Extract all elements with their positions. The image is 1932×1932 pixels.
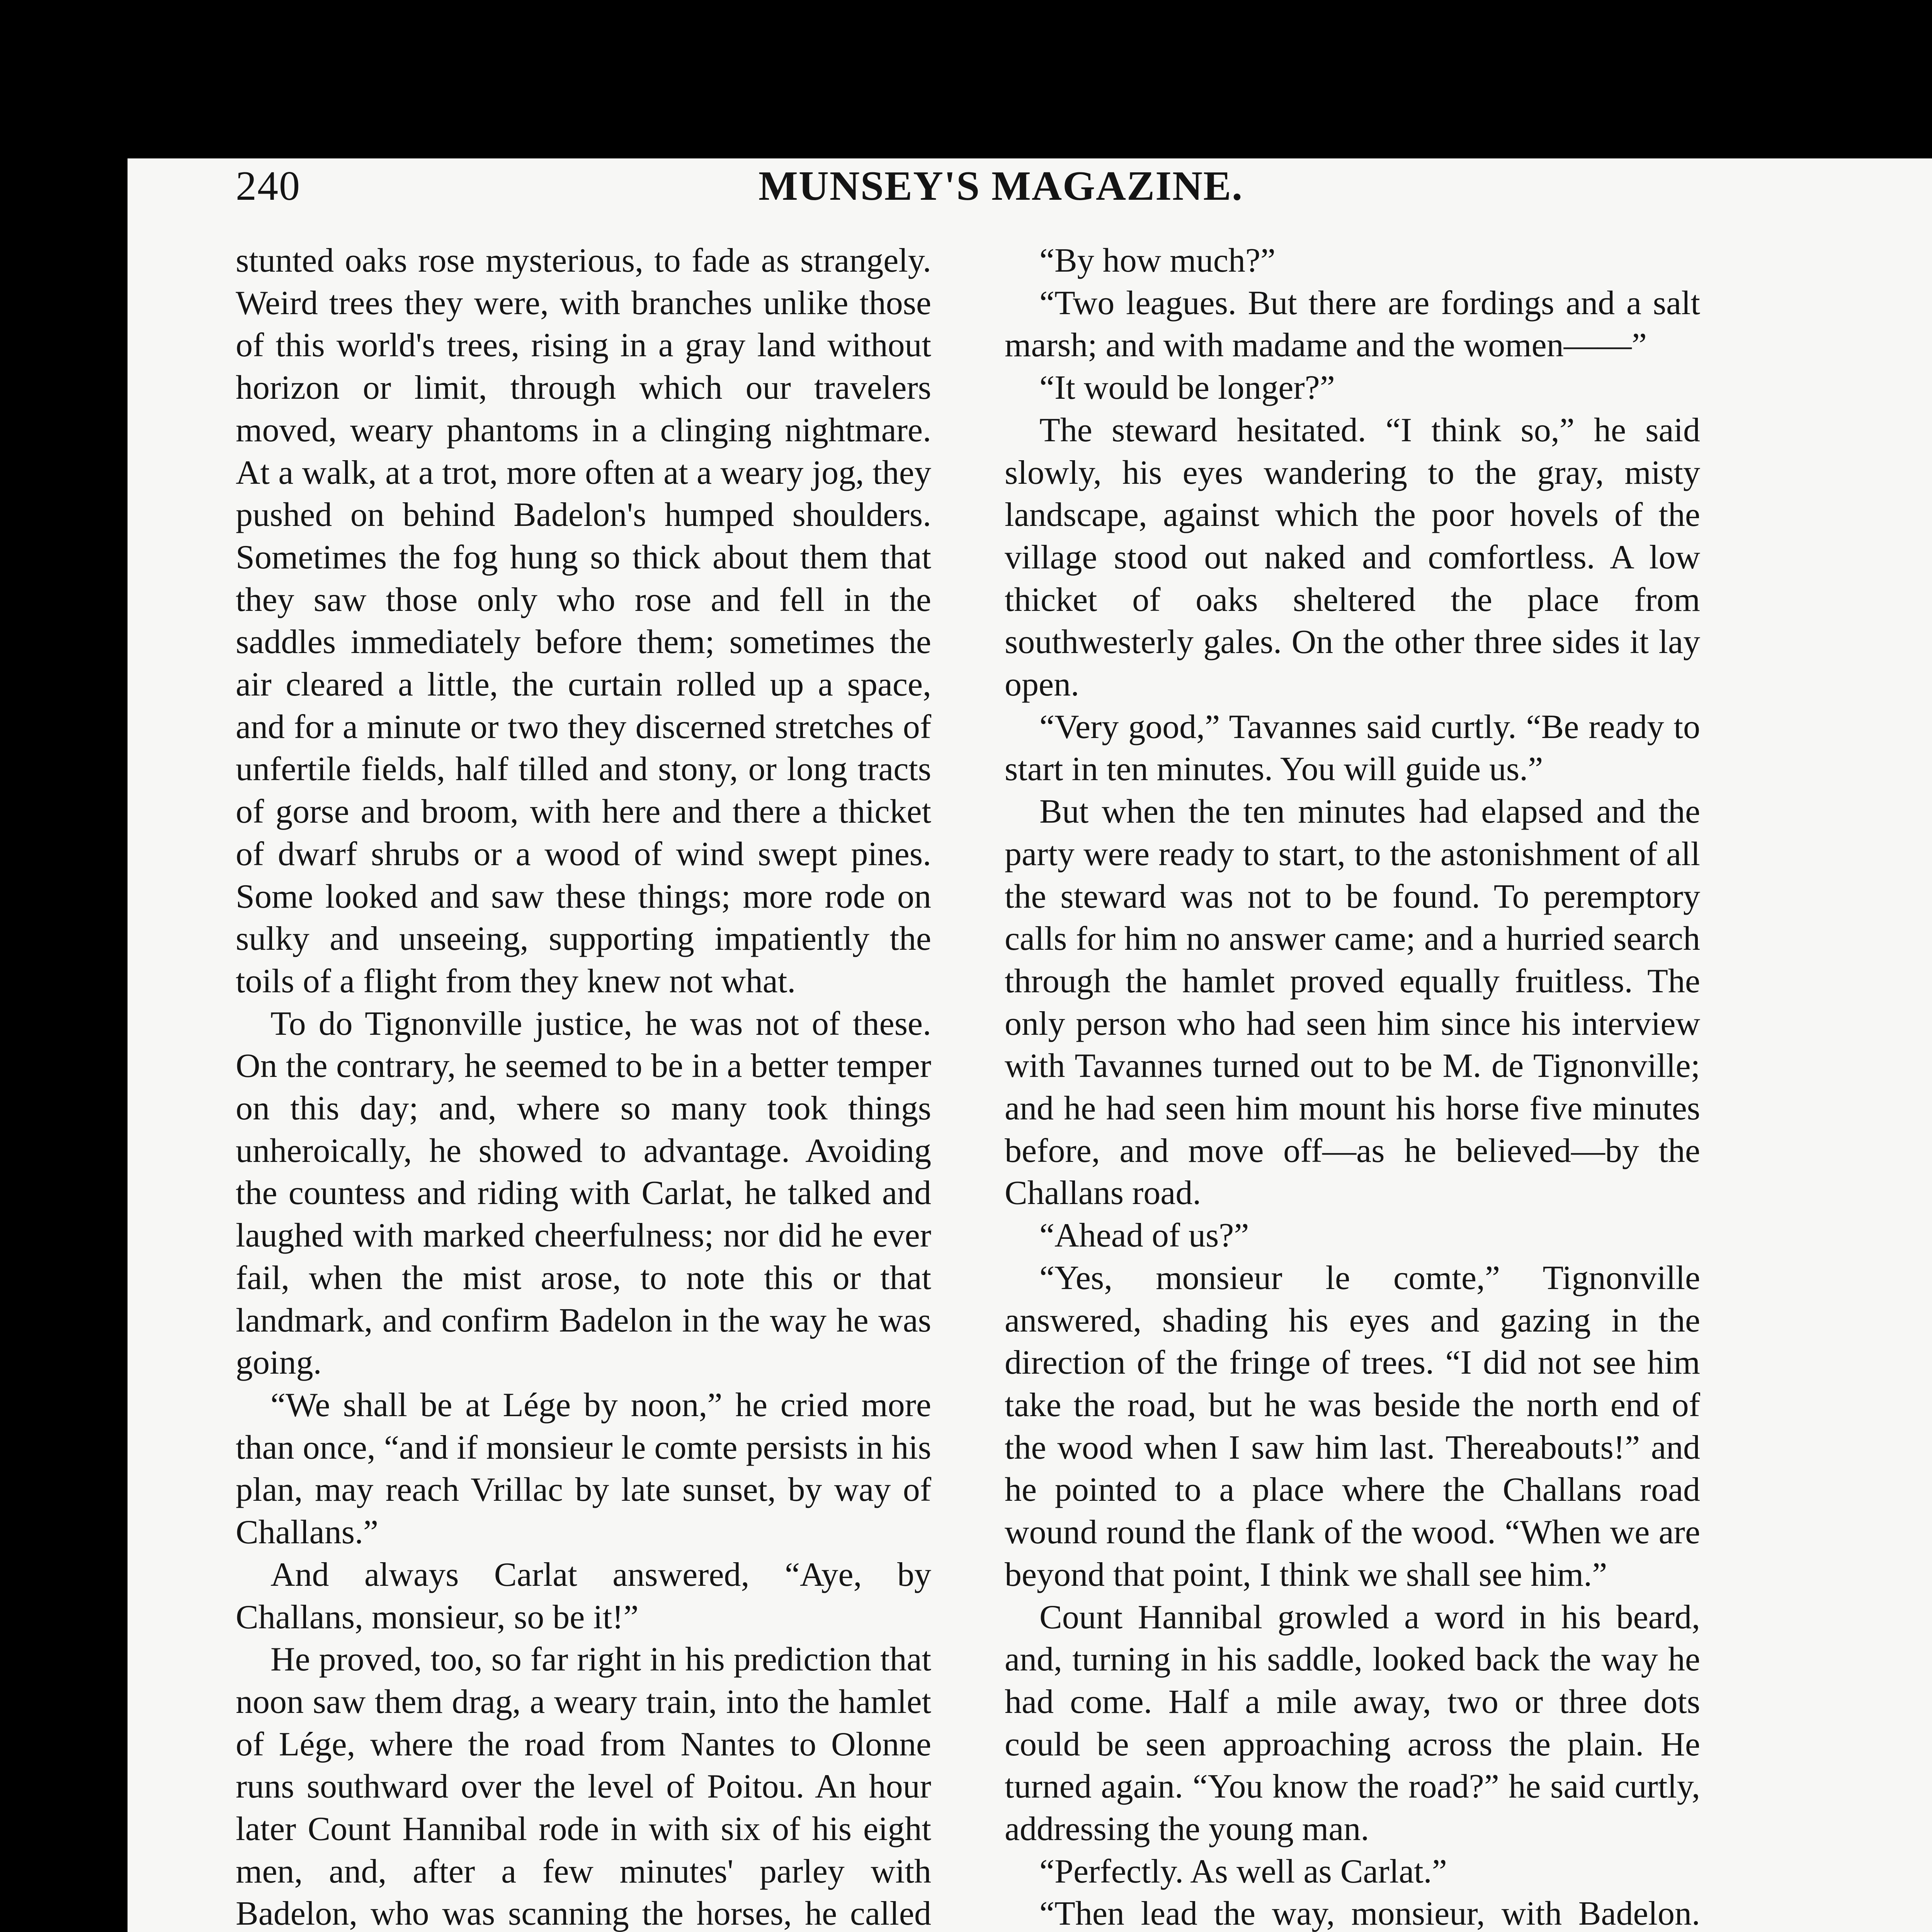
paragraph: “Perfectly. As well as Carlat.”: [1039, 1852, 1447, 1890]
paragraph: The steward hesitated. “I think so,” he said slowly, his eyes wandering to the gray, misty landscape, against which the poor hovels of the village stood out naked and comfortless. A low thicket of oaks sheltered the place from southwesterly gales. On the other three sides it lay open.: [1005, 411, 1700, 704]
page-number: 240: [236, 163, 301, 209]
paragraph: To do Tignonville justice, he was not of these. On the contrary, he seemed to be in a better temper on this day; and, where so many took things unheroically, he showed to advantage. Avoiding the countess and riding with Carlat, he talked and laughed with marked cheerfulness; nor did he ever fail, when the mist arose, to note this or that landmark, and confirm Badelon in the way he was going.: [236, 1005, 931, 1382]
page-header: [236, 162, 1766, 216]
paragraph: And always Carlat answered, “Aye, by Challans, monsieur, so be it!”: [236, 1556, 931, 1636]
paragraph: But when the ten minutes had elapsed and the party were ready to start, to the astonishment of all the steward was not to be found. To peremptory calls for him no answer came; and a hurried search through the hamlet proved equally fruitless. The only person who had seen him since his interview with Tavannes turned out to be M. de Tignonville; and he had seen him mount his horse five minutes before, and move off—as he believed—by the Challans road.: [1005, 793, 1700, 1212]
running-head: MUNSEY'S MAGAZINE.: [758, 163, 1243, 209]
paragraph: He proved, too, so far right in his prediction that noon saw them drag, a weary train, into the hamlet of Lége, where the road from Nantes to Olonne runs southward over the level of Poitou. An hour later Count Hannibal rode in with six of his eight men, and, after a few minutes' parley with Badelon, who was scanning the horses, he called: [236, 1641, 931, 1932]
paragraph: “Then lead the way, monsieur, with Badelon.: [1039, 1895, 1700, 1932]
paragraph: “Very good,” Tavannes said curtly. “Be ready to start in ten minutes. You will guide us.”: [1005, 708, 1700, 788]
paragraph: “Yes, monsieur le comte,” Tignonville answered, shading his eyes and gazing in the direction of the fringe of trees. “I did not see him take the road, but he was beside the north end of the wood when I saw him last. Thereabouts!” and he pointed to a place where the Challans road wound round the flank of the wood. “When we are beyond that point, I think we shall see him.”: [1005, 1259, 1700, 1594]
left-text-column: [236, 240, 931, 1932]
paragraph: stunted oaks rose mysterious, to fade as strangely. Weird trees they were, with branches unlike those of this world's trees, rising in a gray land without horizon or limit, through which our travelers moved, weary phantoms in a clinging nightmare. At a walk, at a trot, more often at a weary jog, they pushed on behind Badelon's humped shoulders. Sometimes the fog hung so thick about them that they saw those only who rose and fell in the saddles immediately before them; sometimes the air cleared a little, the curtain rolled up a space, and for a minute or two they discerned stretches of unfertile fields, half tilled and stony, or long tracts of gorse and broom, with here and there a thicket of dwarf shrubs or a wood of wind swept pines. Some looked and saw these things; more rode on sulky and unseeing, supporting impatiently the toils of a flight from they knew not what.: [236, 242, 931, 1000]
paragraph: “We shall be at Lége by noon,” he cried more than once, “and if monsieur le comte persists in his plan, may reach Vrillac by late sunset, by way of Challans.”: [236, 1386, 931, 1551]
paragraph: Count Hannibal growled a word in his beard, and, turning in his saddle, looked back the way he had come. Half a mile away, two or three dots could be seen approaching across the plain. He turned again. “You know the road?” he said curtly, addressing the young man.: [1005, 1598, 1700, 1848]
paragraph: “Ahead of us?”: [1039, 1217, 1249, 1255]
paragraph: “Two leagues. But there are fordings and a salt marsh; and with madame and the women——”: [1005, 284, 1700, 364]
paragraph: “It would be longer?”: [1039, 369, 1335, 407]
right-text-column: [1005, 240, 1700, 1932]
paragraph: “By how much?”: [1039, 242, 1276, 279]
